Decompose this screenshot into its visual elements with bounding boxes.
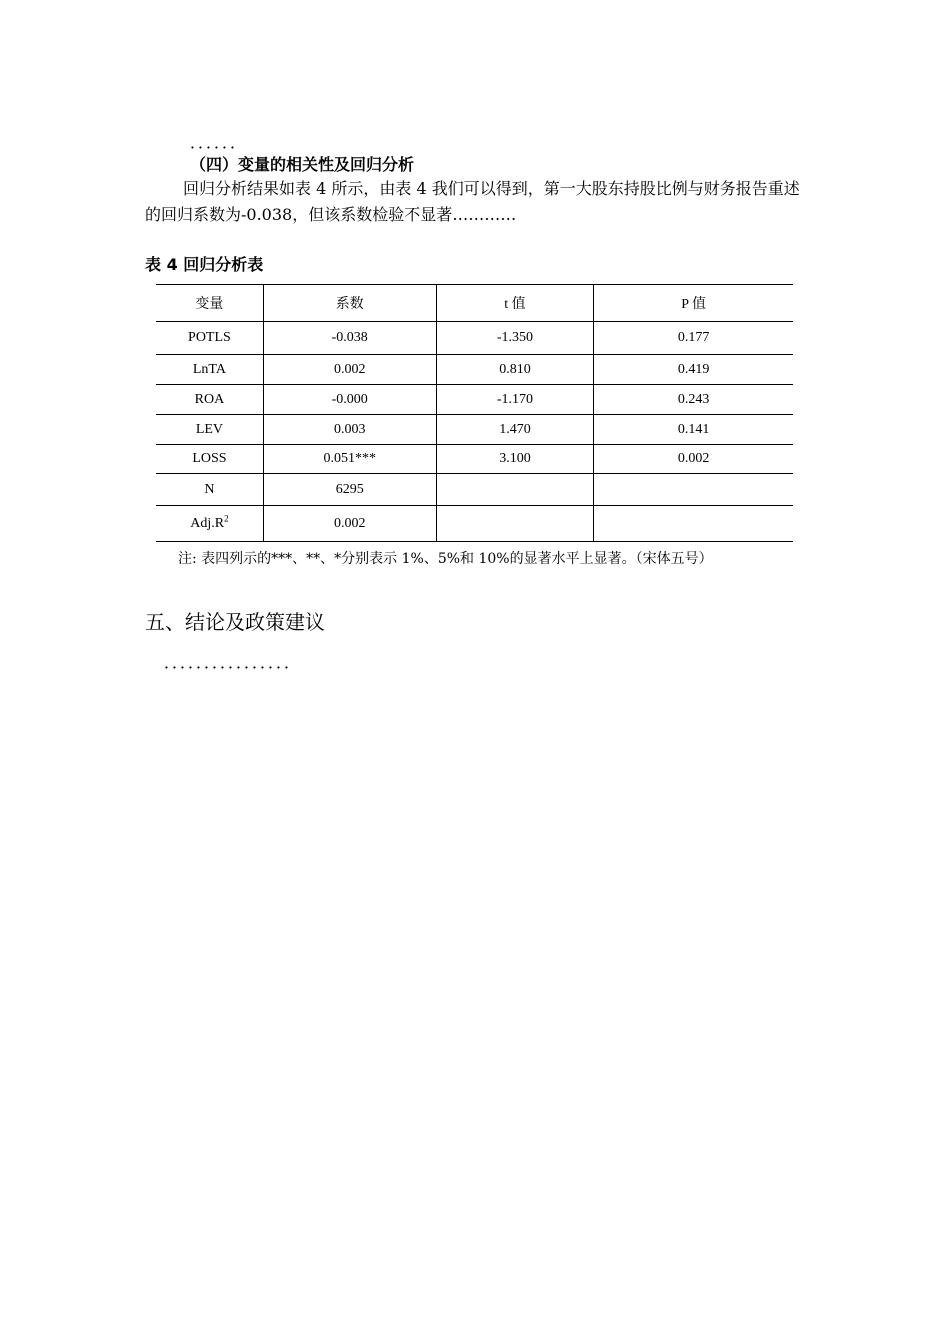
table-row [156,355,793,385]
header-variable: 变量 [156,285,263,322]
cell-coefficient: 0.002 [263,506,436,542]
cell-variable [156,506,263,542]
subheading: （四）变量的相关性及回归分析 [190,155,415,174]
table-header-row [156,285,793,322]
cell-t-value: 3.100 [436,445,594,474]
adj-r-label: Adj.R [190,515,225,531]
cell-variable: LOSS [156,445,263,474]
cell-variable: N [156,474,263,506]
leading-dots: ．．．．．． [190,133,247,152]
cell-coefficient: -0.038 [263,322,436,355]
header-t-value: t 值 [436,285,594,322]
cell-p-value [594,506,793,542]
cell-coefficient: 0.003 [263,415,436,445]
body-paragraph: 回归分析结果如表 4 所示，由表 4 我们可以得到，第一大股东持股比例与财务报告重述的回归系数为-0.038，但该系数检验不显著………… [145,179,800,224]
cell-variable: POTLS [156,322,263,355]
table-row [156,322,793,355]
table-row [156,415,793,445]
cell-variable: ROA [156,385,263,415]
cell-coefficient: 0.051*** [263,445,436,474]
cell-p-value [594,474,793,506]
adj-r-superscript: 2 [224,512,229,523]
table-note: 注: 表四列示的***、**、*分别表示 1%、5%和 10%的显著水平上显著。（宋体五号） [178,551,713,567]
cell-t-value [436,506,594,542]
cell-t-value [436,474,594,506]
cell-coefficient: 6295 [263,474,436,506]
cell-variable: LnTA [156,355,263,385]
table-row [156,506,793,542]
cell-coefficient: -0.000 [263,385,436,415]
cell-p-value: 0.002 [594,445,793,474]
table-row [156,445,793,474]
table-caption: 表 4 回归分析表 [145,255,264,274]
cell-t-value: 0.810 [436,355,594,385]
header-coefficient: 系数 [263,285,436,322]
cell-t-value: -1.170 [436,385,594,415]
table-row [156,385,793,415]
cell-p-value: 0.141 [594,415,793,445]
cell-p-value: 0.243 [594,385,793,415]
cell-t-value: 1.470 [436,415,594,445]
table-row [156,474,793,506]
header-p-value: P 值 [594,285,793,322]
cell-p-value: 0.419 [594,355,793,385]
cell-p-value: 0.177 [594,322,793,355]
trailing-dots: ．．．．．．．．．．．．．．．． [164,653,301,672]
cell-t-value: -1.350 [436,322,594,355]
section-heading: 五、结论及政策建议 [145,610,325,634]
cell-variable: LEV [156,415,263,445]
cell-coefficient: 0.002 [263,355,436,385]
regression-table [156,284,793,542]
